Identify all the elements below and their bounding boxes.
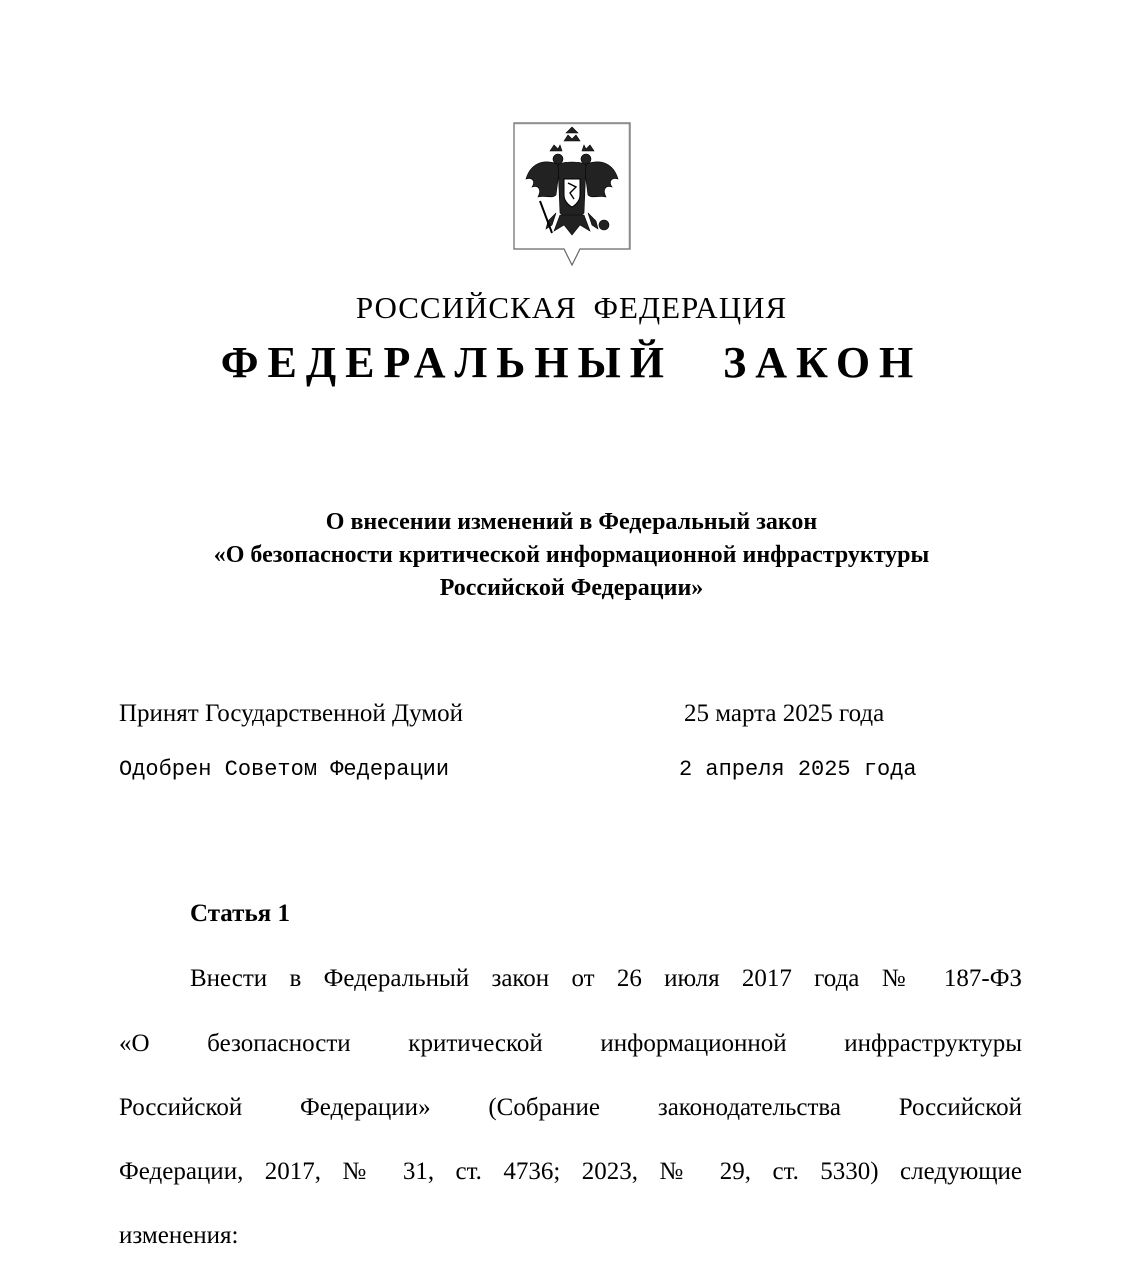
article-text-line: Внести в Федеральный закон от 26 июля 2017 года № 187-ФЗ bbox=[190, 965, 1022, 992]
adopted-by-duma-label: Принят Государственной Думой bbox=[119, 700, 463, 727]
article-text-line: изменения: bbox=[119, 1222, 239, 1249]
article-heading: Статья 1 bbox=[190, 900, 290, 927]
article-text-line: «О безопасности критической информационной инфраструктуры bbox=[119, 1030, 1022, 1057]
approved-by-council-date: 2 апреля 2025 года bbox=[679, 757, 917, 782]
document-type: ФЕДЕРАЛЬНЫЙ ЗАКОН bbox=[220, 338, 923, 387]
law-title-line: «О безопасности критической информационной инфраструктуры bbox=[213, 542, 930, 568]
article-text-line: Федерации, 2017, № 31, ст. 4736; 2023, № 29, ст. 5330) следующие bbox=[119, 1158, 1022, 1185]
coat-of-arms-emblem bbox=[512, 121, 632, 267]
adopted-by-duma-date: 25 марта 2025 года bbox=[684, 700, 885, 727]
article-text-line: Российской Федерации» (Собрание законодательства Российской bbox=[119, 1094, 1022, 1121]
law-title-line: Российской Федерации» bbox=[439, 575, 704, 601]
country-name: РОССИЙСКАЯ ФЕДЕРАЦИЯ bbox=[355, 290, 788, 325]
approved-by-council-label: Одобрен Советом Федерации bbox=[119, 757, 450, 782]
law-title bbox=[0, 506, 1143, 605]
law-title-line: О внесении изменений в Федеральный закон bbox=[325, 509, 818, 535]
